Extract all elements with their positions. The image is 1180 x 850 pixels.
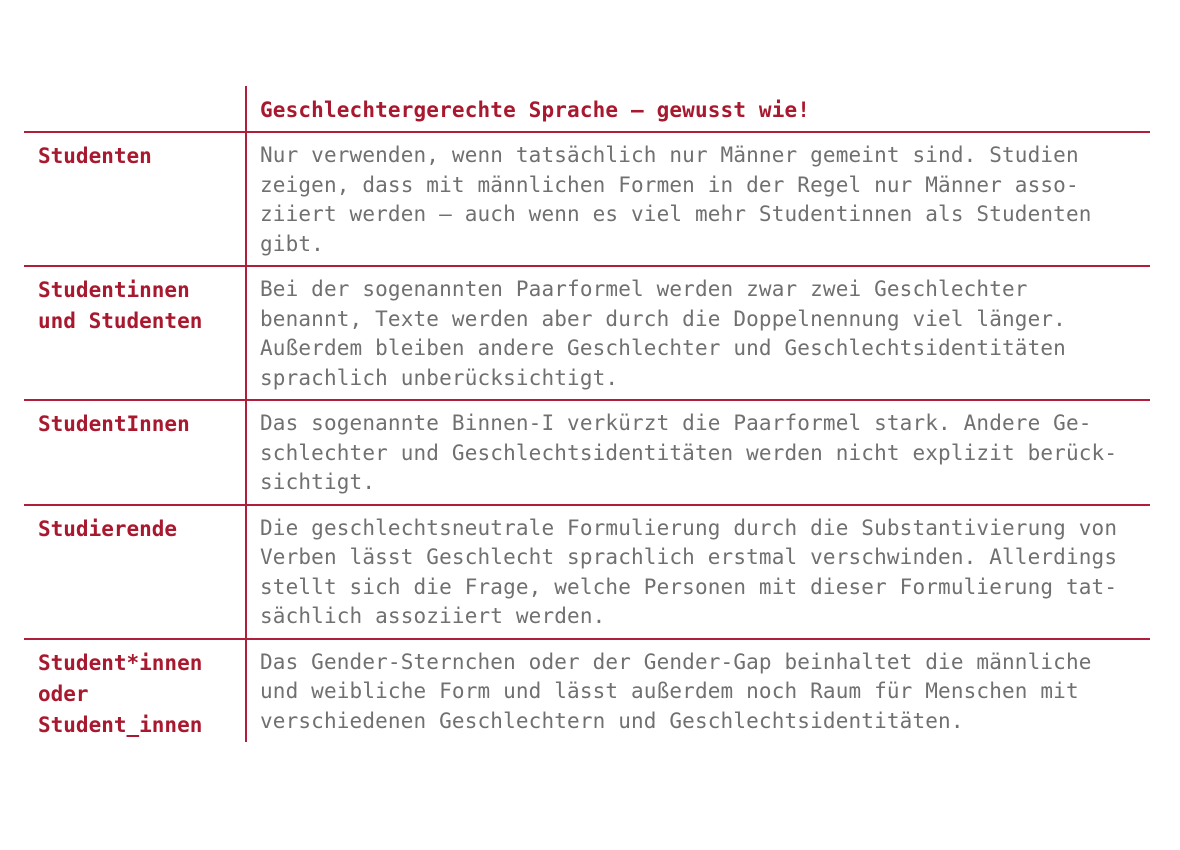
table-header-row (24, 86, 1150, 133)
table-row (24, 401, 1150, 506)
description-cell: Die geschlechtsneutrale Formulierung durch die Substantivierung von Verben lässt Geschlecht sprachlich erstmal verschwinden. Allerdings stellt sich die Frage, welche Personen mit dieser Formulierung tat- sächlich assoziiert werden. (260, 515, 1118, 628)
description-cell: Nur verwenden, wenn tatsächlich nur Männer gemeint sind. Studien zeigen, dass mit männlichen Formen in der Regel nur Männer asso- ziiert werden – auch wenn es viel mehr Studentinnen als Studenten gibt. (260, 143, 1092, 256)
table-row (24, 506, 1150, 640)
description-cell: Das Gender-Sternchen oder der Gender-Gap beinhaltet die männliche und weibliche Form und lässt außerdem noch Raum für Menschen mit verschiedenen Geschlechtern und Geschlechtsidentitäten. (260, 649, 1092, 733)
description-cell: Bei der sogenannten Paarformel werden zwar zwei Geschlechter benannt, Texte werden aber durch die Doppelnennung viel länger. Außerdem bleiben andere Geschlechter und Geschlechtsidentitäten sprachlich unberücksichtigt. (260, 277, 1066, 390)
table-row (24, 133, 1150, 267)
term-cell: Studentinnen und Studenten (24, 267, 247, 399)
term-cell: Studenten (24, 133, 247, 265)
term-cell: StudentInnen (24, 401, 247, 504)
table-title: Geschlechtergerechte Sprache – gewusst wie! (260, 98, 811, 122)
header-term-cell (24, 86, 247, 131)
term-cell: Student*innen oder Student_innen (24, 640, 247, 743)
description-cell: Das sogenannte Binnen-I verkürzt die Paarformel stark. Andere Ge- schlechter und Geschlechtsidentitäten werden nicht explizit berück- sichtigt. (260, 411, 1118, 494)
table-row (24, 267, 1150, 401)
table-row (24, 640, 1150, 743)
language-table (24, 86, 1150, 742)
term-cell: Studierende (24, 506, 247, 638)
